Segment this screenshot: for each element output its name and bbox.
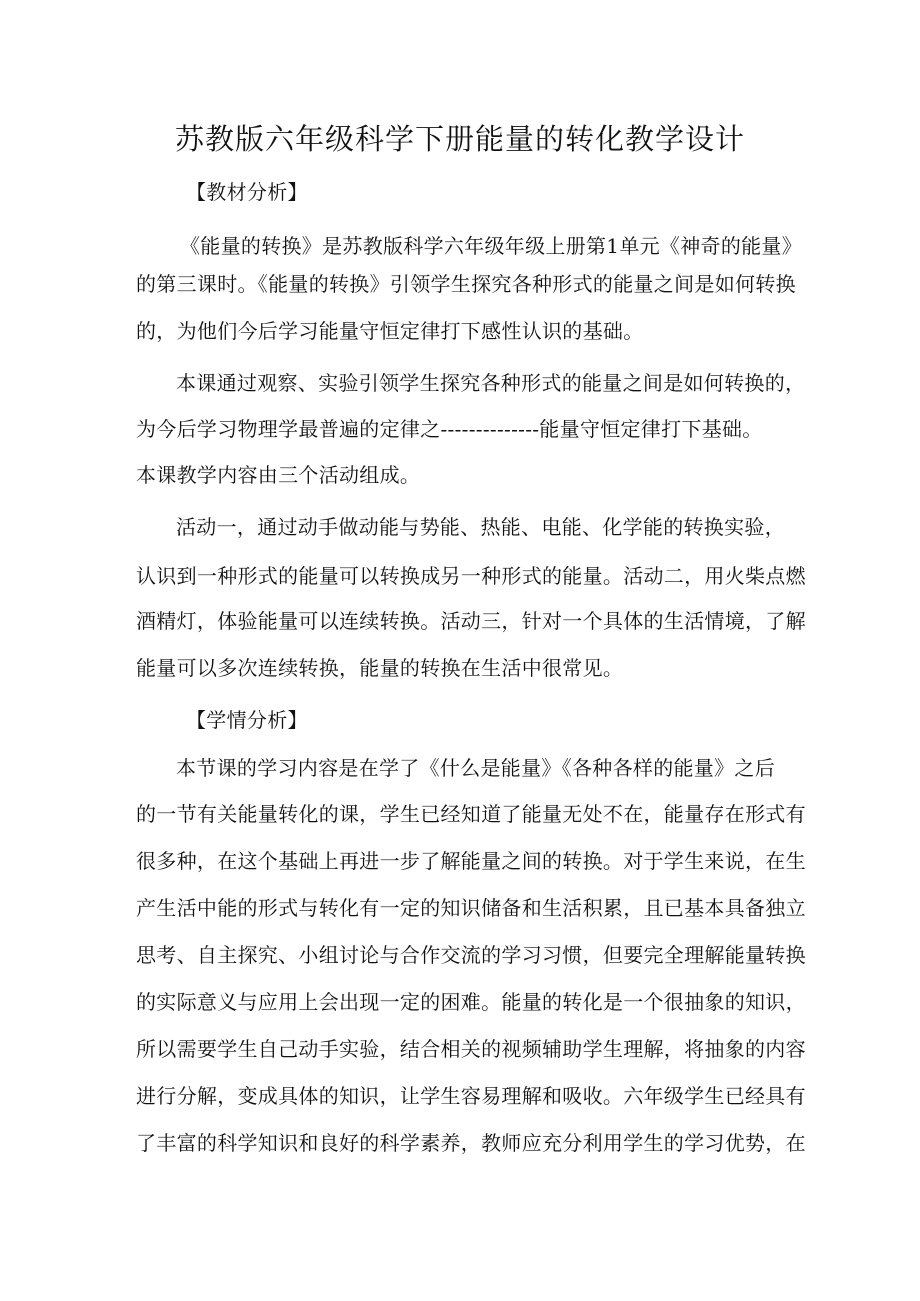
paragraph-line: 《能量的转换》是苏教版科学六年级年级上册第1单元《神奇的能量》 (180, 234, 803, 258)
paragraph-line: 本课通过观察、实验引领学生探究各种形式的能量之间是如何转换的， (176, 371, 806, 395)
section-heading-textbook-analysis: 【教材分析】 (186, 180, 308, 204)
section-heading-learning-analysis: 【学情分析】 (186, 708, 308, 732)
paragraph-line: 酒精灯，体验能量可以连续转换。活动三，针对一个具体的生活情境，了解 (136, 609, 806, 633)
paragraph-line: 的一节有关能量转化的课，学生已经知道了能量无处不在，能量存在形式有 (136, 802, 806, 826)
paragraph-line: 能量可以多次连续转换，能量的转换在生活中很常见。 (136, 656, 624, 680)
paragraph-line: 本节课的学习内容是在学了《什么是能量》《各种各样的能量》之后 (176, 756, 775, 780)
paragraph-line: 的第三课时。《能量的转换》引领学生探究各种形式的能量之间是如何转换 (136, 272, 796, 296)
paragraph-line: 认识到一种形式的能量可以转换成另一种形式的能量。活动二，用火柴点燃 (136, 564, 806, 588)
paragraph-line: 很多种，在这个基础上再进一步了解能量之间的转换。对于学生来说，在生 (136, 849, 806, 873)
paragraph-line: 进行分解，变成具体的知识，让学生容易理解和吸收。六年级学生已经具有 (136, 1084, 806, 1108)
paragraph-line: 所以需要学生自己动手实验，结合相关的视频辅助学生理解，将抽象的内容 (136, 1037, 806, 1061)
paragraph-line: 思考、自主探究、小组讨论与合作交流的学习习惯，但要完全理解能量转换 (136, 943, 806, 967)
paragraph-line: 产生活中能的形式与转化有一定的知识储备和生活积累，且已基本具备独立 (136, 896, 806, 920)
paragraph-line: 活动一，通过动手做动能与势能、热能、电能、化学能的转换实验， (176, 515, 785, 539)
paragraph-line: 为今后学习物理学最普遍的定律之--------------能量守恒定律打下基础。 (136, 417, 763, 441)
paragraph-line: 的实际意义与应用上会出现一定的困难。能量的转化是一个很抽象的知识， (136, 990, 806, 1014)
document-title: 苏教版六年级科学下册能量的转化教学设计 (174, 122, 745, 156)
paragraph-line: 本课教学内容由三个活动组成。 (136, 463, 421, 487)
paragraph-line: 的，为他们今后学习能量守恒定律打下感性认识的基础。 (136, 319, 644, 343)
paragraph-line: 了丰富的科学知识和良好的科学素养，教师应充分利用学生的学习优势，在 (136, 1131, 806, 1155)
